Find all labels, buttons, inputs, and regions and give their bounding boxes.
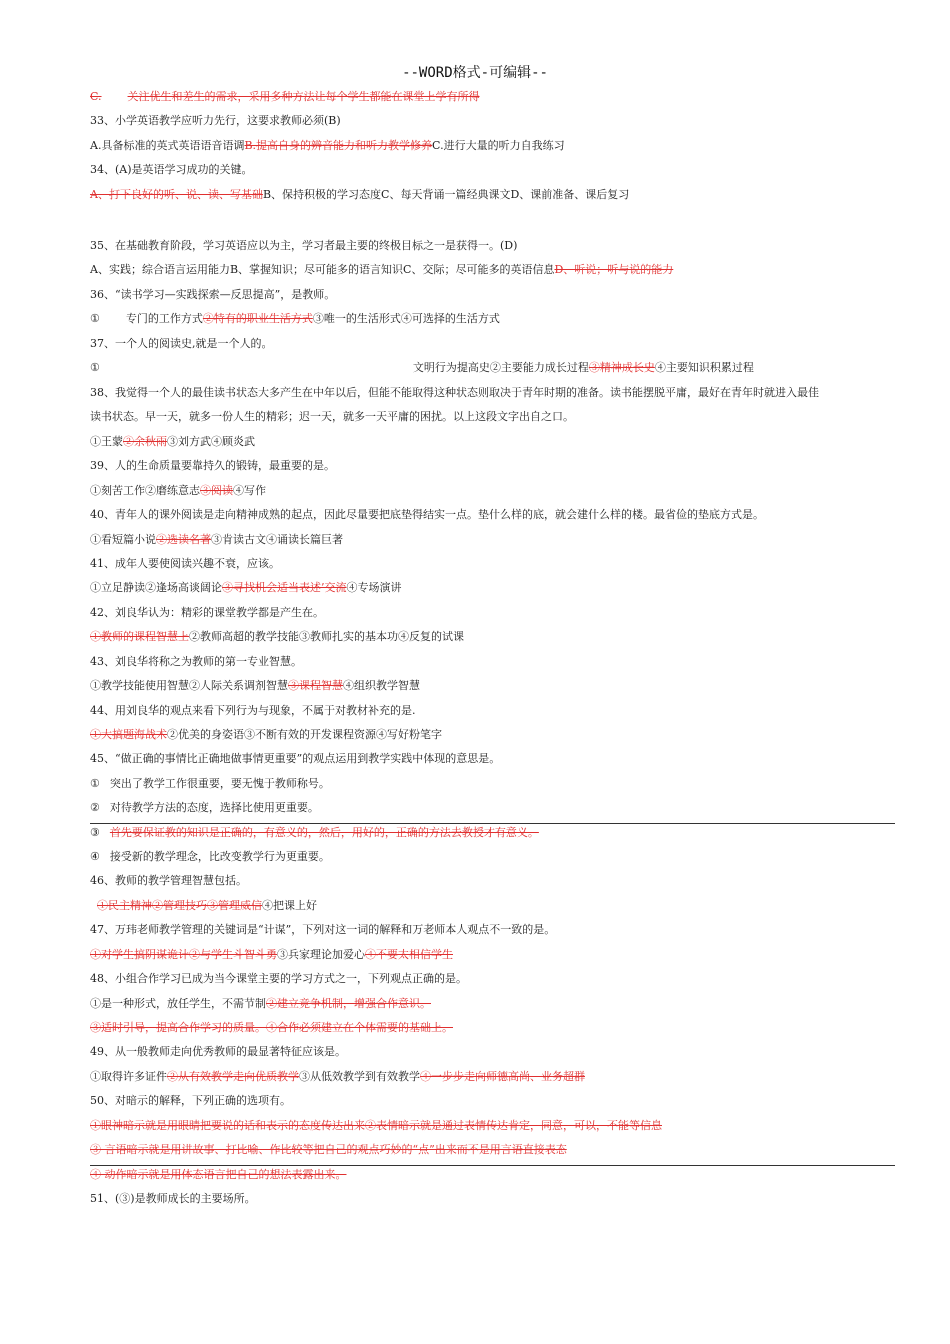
option-1-2: ①教学技能使用智慧②人际关系调剂智慧 — [90, 679, 288, 692]
question-43: 43、刘良华将称之为教师的第一专业智慧。 — [90, 655, 302, 668]
question-39: 39、人的生命质量要靠持久的锻铸，最重要的是。 — [90, 459, 335, 472]
option-text: 突出了教学工作很重要，要无愧于教师称号。 — [109, 777, 330, 790]
option-1: ①是一种形式，放任学生，不需节制 — [90, 997, 266, 1010]
question-45-option-3 — [90, 825, 539, 841]
option-marker: ① — [90, 361, 100, 374]
option-1-2: 文明行为提高史②主要能力成长过程 — [412, 361, 589, 374]
option-3: ③阅读 — [200, 484, 233, 497]
option-1: ①取得许多证件 — [90, 1070, 167, 1083]
line-32-option-c — [90, 89, 480, 105]
option-2: ②余秋雨 — [123, 435, 167, 448]
option-2: ②特有的职业生活方式 — [202, 312, 313, 325]
option-text: 接受新的教学理念，比改变教学行为更重要。 — [109, 850, 330, 863]
option-bcd: B、保持积极的学习态度C、每天背诵一篇经典课文D、课前准备、课后复习 — [262, 188, 630, 201]
question-38-line-2: 读书状态。早一天，就多一份人生的精彩；迟一天，就多一天平庸的困扰。以上这段文字出自之口。 — [90, 410, 574, 423]
question-50: 50、对暗示的解释，下列正确的选项有。 — [90, 1094, 291, 1107]
question-39-options — [90, 483, 266, 499]
question-41-options — [90, 580, 402, 596]
question-47-options — [90, 947, 453, 963]
question-33-options — [90, 138, 565, 154]
option-2: ②选读名著 — [156, 533, 211, 546]
question-34-options — [90, 187, 629, 203]
option-abc: A、实践；综合语言运用能力B、掌握知识；尽可能多的语言知识C、交际；尽可能多的英语信息 — [90, 263, 555, 276]
question-43-options — [90, 678, 420, 694]
question-36-options — [90, 311, 500, 327]
question-33: 33、小学英语教学应听力先行，这要求教师必须(B) — [90, 114, 341, 127]
question-45-option-1 — [90, 776, 330, 792]
option-text: 对待教学方法的态度，选择比使用更重要。 — [109, 801, 319, 814]
option-4: ④专场演讲 — [346, 581, 402, 594]
option-2-4: ②优美的身姿语③不断有效的开发课程资源④写好粉笔字 — [167, 728, 442, 741]
option-text: 关注优生和差生的需求，采用多种方法让每个学生都能在课堂上学有所得 — [127, 90, 480, 103]
question-48-options-a — [90, 996, 431, 1012]
question-44: 44、用刘良华的观点来看下列行为与现象，不属于对教材补充的是. — [90, 704, 416, 717]
option-2-4: ②教师高超的教学技能③教师扎实的基本功④反复的试课 — [189, 630, 464, 643]
option-4: ④把课上好 — [262, 899, 317, 912]
question-45-option-2 — [90, 800, 319, 816]
divider-line — [90, 823, 895, 824]
option-marker: ① — [90, 777, 100, 790]
question-41: 41、成年人要使阅读兴趣不衰，应该。 — [90, 557, 280, 570]
option-3: ③寻找机会适当表述’交流 — [222, 581, 347, 594]
question-45: 45、“做正确的事情比正确地做事情更重要”的观点运用到教学实践中体现的意思是。 — [90, 752, 501, 765]
question-37-options — [90, 360, 754, 376]
option-3-4: ③刘方武④顾炎武 — [167, 435, 255, 448]
question-44-options — [90, 727, 442, 743]
question-42: 42、刘良华认为：精彩的课堂教学都是产生在。 — [90, 606, 324, 619]
option-marker: ④ — [90, 850, 100, 863]
question-50-option-3: ③ 言语暗示就是用讲故事、打比喻、作比较等把自己的观点巧妙的“点”出来而不是用言语直接表态 — [90, 1143, 567, 1156]
question-50-option-4: ④ 动作暗示就是用体态语言把自己的想法表露出来。 — [90, 1168, 347, 1181]
option-marker: ① — [90, 312, 100, 325]
question-47: 47、万玮老师教学管理的关键词是“计谋”，下列对这一词的解释和万老师本人观点不一致的是。 — [90, 923, 556, 936]
question-36: 36、“读书学习—实践探索—反思提高”，是教师。 — [90, 288, 336, 301]
page-header: --WORD格式-可编辑-- — [402, 65, 548, 81]
option-4: ④一步步走向师德高尚、业务超群 — [420, 1070, 585, 1083]
option-1-3: ①民主精神②管理技巧③管理威信 — [97, 899, 262, 912]
option-1: ①看短篇小说 — [90, 533, 156, 546]
question-50-options-1-2: ①眼神暗示就是用眼睛把要说的话和表示的态度传达出来②表情暗示就是通过表情传达肯定，同意，可以，不能等信息 — [90, 1119, 662, 1132]
option-1-2: ①立足静读②逢场高谈阔论 — [90, 581, 222, 594]
option-1-2: ①刻苦工作②磨练意志 — [90, 484, 200, 497]
option-1: ①教师的课程智慧上 — [90, 630, 189, 643]
question-42-options — [90, 629, 464, 645]
question-38-options — [90, 434, 255, 450]
question-49-options — [90, 1069, 585, 1085]
option-3: ③兵家理论加爱心 — [277, 948, 365, 961]
question-51: 51、(③)是教师成长的主要场所。 — [90, 1192, 256, 1205]
option-a: A、打下良好的听、说、读、写基础 — [90, 188, 263, 201]
option-d: D、听说；听与说的能力 — [554, 263, 674, 276]
option-4: ④主要知识积累过程 — [654, 361, 754, 374]
option-3-4: ③唯一的生活形式④可选择的生活方式 — [312, 312, 500, 325]
option-1-2: ①对学生搞阴谋诡计②与学生斗智斗勇 — [90, 948, 277, 961]
option-4: ④组织教学智慧 — [343, 679, 420, 692]
option-text: 首先要保证教的知识是正确的，有意义的，然后，用好的，正确的方法去教授才有意义。 — [109, 826, 539, 839]
option-1: ①王蒙 — [90, 435, 123, 448]
question-48: 48、小组合作学习已成为当今课堂主要的学习方式之一，下列观点正确的是。 — [90, 972, 467, 985]
question-48-options-b: ③适时引导，提高合作学习的质量。④合作必须建立在个体需要的基础上。 — [90, 1021, 453, 1034]
option-4: ④不要太相信学生 — [365, 948, 453, 961]
question-38-line-1: 38、我觉得一个人的最佳读书状态大多产生在中年以后，但能不能取得这种状态则取决于青年时期的准备。读书能摆脱平庸，最好在青年时就进入最佳 — [90, 386, 819, 399]
question-45-option-4 — [90, 849, 330, 865]
option-2: ②从有效教学走向优质教学 — [167, 1070, 299, 1083]
option-c: C.进行大量的听力自我练习 — [432, 139, 565, 152]
option-1: 专门的工作方式 — [125, 312, 203, 325]
question-37: 37、一个人的阅读史,就是一个人的。 — [90, 337, 273, 350]
option-marker: ③ — [90, 826, 100, 839]
question-34: 34、(A)是英语学习成功的关键。 — [90, 163, 253, 176]
option-1: ①大搞题海战术 — [90, 728, 167, 741]
question-40-options — [90, 532, 343, 548]
option-4: ④写作 — [233, 484, 266, 497]
question-40: 40、青年人的课外阅读是走向精神成熟的起点，因此尽量要把底垫得结实一点。垫什么样的底，就会建什么样的楼。最省俭的垫底方式是。 — [90, 508, 764, 521]
question-35-options — [90, 262, 673, 278]
option-a: A.具备标准的英式英语语音语调 — [90, 139, 245, 152]
question-35: 35、在基础教育阶段，学习英语应以为主，学习者最主要的终极目标之一是获得一。(D) — [90, 239, 518, 252]
question-46: 46、教师的教学管理智慧包括。 — [90, 874, 247, 887]
divider-line — [90, 1165, 895, 1166]
option-3: ③精神成长史 — [588, 361, 655, 374]
option-3-4: ③肯读古文④诵读长篇巨著 — [211, 533, 343, 546]
option-3: ③从低效教学到有效教学 — [299, 1070, 420, 1083]
question-46-options — [97, 898, 317, 914]
option-b: B.提高自身的辨音能力和听力教学修养 — [244, 139, 433, 152]
option-3: ③课程智慧 — [288, 679, 343, 692]
option-2: ②建立竞争机制，增强合作意识。 — [266, 997, 431, 1010]
option-marker: ② — [90, 801, 100, 814]
question-49: 49、从一般教师走向优秀教师的最显著特征应该是。 — [90, 1045, 346, 1058]
option-label: C. — [90, 90, 102, 103]
